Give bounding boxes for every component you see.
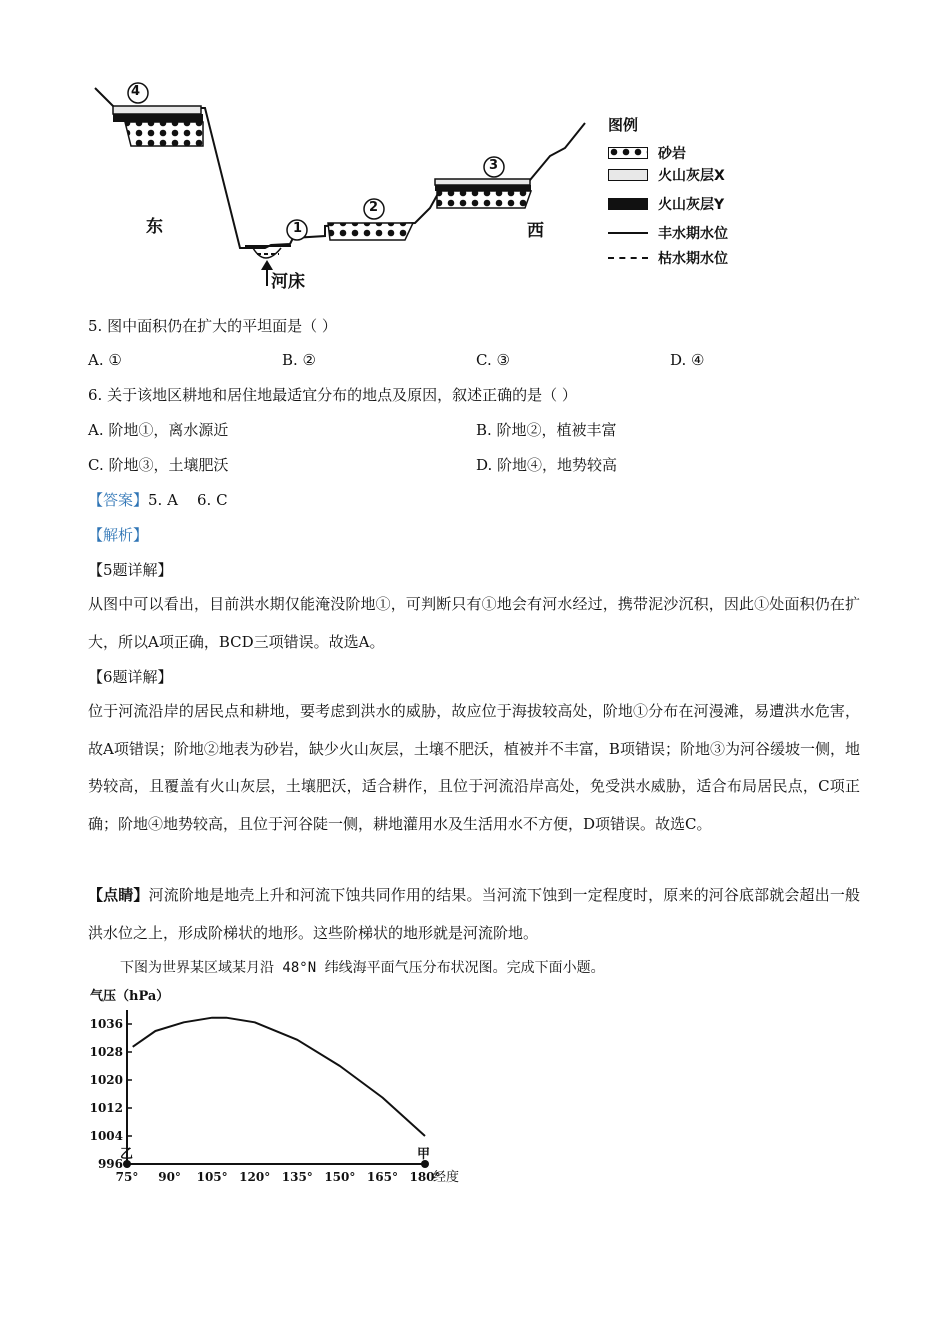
legend-high-water-label: 丰水期水位	[658, 226, 728, 242]
ash-x-symbol-icon	[608, 169, 648, 181]
terrace-2-number: 2	[369, 200, 379, 215]
answer-label: 【答案】	[88, 491, 149, 509]
legend-ash-y	[608, 193, 724, 215]
x-tick-label: 165°	[366, 1170, 398, 1184]
x-axis-label: 经度	[433, 1170, 460, 1185]
detail6-heading: 【6题详解】	[88, 668, 173, 686]
legend-ash-y-label: 火山灰层Y	[658, 197, 725, 213]
terrace-4-ash-x-layer	[113, 106, 201, 114]
legend-ash-x	[608, 164, 725, 186]
q6-option-c: C. 阶地③，土壤肥沃	[88, 456, 229, 474]
q6-stem: 6. 关于该地区耕地和居住地最适宜分布的地点及原因，叙述正确的是（ ）	[88, 386, 577, 404]
note-text: 河流阶地是地壳上升和河流下蚀共同作用的结果。当河流下蚀到一定程度时，原来的河谷底部就会超出一般洪水位之上，形成阶梯状的地形。这些阶梯状的地形就是河流阶地。	[88, 886, 860, 942]
q5-option-d: D. ④	[670, 351, 705, 369]
terrace-1-number: 1	[293, 221, 303, 236]
y-tick-label: 1036	[89, 1017, 123, 1031]
q6-option-a: A. 阶地①，离水源近	[88, 421, 229, 439]
answer-text: 5. A 6. C	[148, 491, 228, 509]
sandstone-symbol-icon	[608, 147, 648, 159]
ash-y-symbol-icon	[608, 198, 648, 210]
chart-y-axis-label: 气压（hPa）	[90, 989, 170, 1004]
answer-line	[88, 490, 228, 510]
legend-ash-x-label: 火山灰层X	[658, 168, 725, 184]
q5-option-a: A. ①	[88, 351, 122, 369]
east-label: 东	[146, 217, 163, 237]
q5-stem: 5. 图中面积仍在扩大的平坦面是（ ）	[88, 317, 337, 335]
y-tick-label: 996	[97, 1157, 123, 1171]
note-label: 【点睛】	[88, 886, 149, 904]
pressure-series-line	[133, 1018, 425, 1136]
x-tick-label: 135°	[281, 1170, 313, 1184]
terrace-3-sandstone	[437, 191, 531, 208]
detail5-heading: 【5题详解】	[88, 561, 173, 579]
point-yi-label: 乙	[120, 1147, 134, 1162]
x-tick-label: 90°	[158, 1170, 181, 1184]
terrace-4-ash-y-layer	[113, 114, 203, 122]
terrace-2-sandstone	[328, 223, 413, 240]
note-paragraph	[88, 877, 860, 952]
chart-intro: 下图为世界某区域某月沿 48°N 纬线海平面气压分布状况图。完成下面小题。	[120, 960, 605, 976]
legend-sandstone	[608, 142, 686, 164]
west-label: 西	[527, 221, 544, 241]
riverbed-label: 河床	[271, 272, 305, 292]
terrace-4-sandstone	[125, 122, 203, 146]
legend-low-water	[608, 247, 728, 269]
legend-high-water	[608, 222, 728, 244]
y-tick-label: 1020	[89, 1073, 123, 1087]
terrace-3-ash-y-layer	[435, 185, 531, 191]
y-tick-label: 1004	[89, 1129, 123, 1143]
legend-title: 图例	[608, 116, 639, 134]
x-tick-label: 180°	[409, 1170, 441, 1184]
solid-line-symbol-icon	[608, 232, 648, 234]
legend-sandstone-label: 砂岩	[658, 146, 686, 162]
x-tick-label: 105°	[196, 1170, 228, 1184]
detail6-text: 位于河流沿岸的居民点和耕地，要考虑到洪水的威胁，故应位于海拔较高处，阶地①分布在河漫滩，易遭洪水危害，故A项错误；阶地②地表为砂岩，缺少火山灰层，土壤不肥沃，植被并不丰富，B项错误；阶地③为河谷缓坡一侧，地势较高，且覆盖有火山灰层，土壤肥沃，适合耕作，且位于河流沿岸高处，免受洪水威胁，适合布局居民点，C项正确；阶地④地势较高，且位于河谷陡一侧，耕地灌用水及生活用水不方便，D项错误。故选C。	[88, 702, 860, 833]
terrace-4-number: 4	[131, 84, 141, 99]
y-tick-label: 1028	[89, 1045, 123, 1059]
legend-low-water-label: 枯水期水位	[658, 251, 728, 267]
q5-option-c: C. ③	[476, 351, 510, 369]
terrace-3-ash-x-layer	[435, 179, 530, 185]
x-tick-label: 75°	[115, 1170, 139, 1184]
x-tick-label: 120°	[239, 1170, 271, 1184]
x-tick-label: 150°	[324, 1170, 356, 1184]
q6-option-d: D. 阶地④，地势较高	[476, 456, 618, 474]
point-jia-label: 甲	[417, 1147, 431, 1162]
pressure-line-chart	[80, 1000, 480, 1190]
y-tick-label: 1012	[89, 1101, 123, 1115]
detail5-text: 从图中可以看出，目前洪水期仅能淹没阶地①，可判断只有①地会有河水经过，携带泥沙沉积，因此①处面积仍在扩大，所以A项正确，BCD三项错误。故选A。	[88, 595, 860, 651]
analysis-label: 【解析】	[88, 526, 149, 544]
terrace-3-number: 3	[489, 158, 499, 173]
dashed-line-symbol-icon	[608, 257, 648, 259]
q6-option-b: B. 阶地②，植被丰富	[476, 421, 617, 439]
q5-option-b: B. ②	[282, 351, 317, 369]
